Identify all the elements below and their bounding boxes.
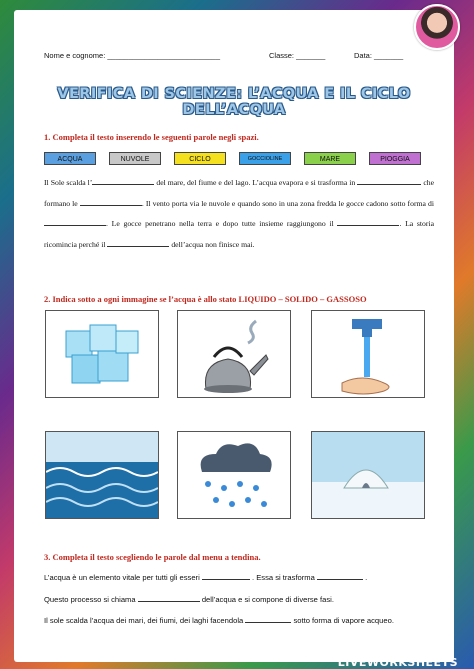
dropdown-1[interactable]	[202, 572, 250, 580]
image-sea	[45, 431, 159, 519]
dropdown-2[interactable]	[317, 572, 363, 580]
question-2: 2. Indica sotto a ogni immagine se l’acqua è allo stato LIQUIDO – SOLIDO – GASSOSO	[44, 294, 367, 304]
question-1: 1. Completa il testo inserendo le seguenti parole negli spazi.	[44, 132, 259, 142]
image-tap	[311, 310, 425, 398]
word-chip-ciclo[interactable]: CICLO	[174, 152, 226, 165]
date-field[interactable]: Data: _______	[354, 51, 404, 60]
image-igloo	[311, 431, 425, 519]
image-kettle	[177, 310, 291, 398]
word-chip-mare[interactable]: MARE	[304, 152, 356, 165]
question-3: 3. Completa il testo scegliendo le parole dal menu a tendina.	[44, 552, 261, 562]
blank-4[interactable]	[44, 218, 106, 226]
running-tap-icon	[312, 311, 424, 397]
blank-5[interactable]	[337, 218, 399, 226]
dropdown-paragraph: L’acqua è un elemento vitale per tutti gli esseri . Essa si trasforma . Questo processo si chiama dell’acqua e si compone di diverse fasi. Il sole scalda l’acqua dei mari, dei fiumi, dei laghi facendola sotto forma di vapore acqueo.	[44, 573, 394, 625]
blank-3[interactable]	[80, 198, 142, 206]
igloo-snow-icon	[312, 432, 424, 518]
dropdown-3[interactable]	[138, 594, 200, 602]
sea-waves-icon	[46, 432, 158, 518]
image-rain-cloud	[177, 431, 291, 519]
worksheet-page	[14, 10, 454, 662]
author-avatar	[414, 4, 460, 50]
word-chip-acqua[interactable]: ACQUA	[44, 152, 96, 165]
word-chip-nuvole[interactable]: NUVOLE	[109, 152, 161, 165]
image-ice-cubes	[45, 310, 159, 398]
blank-2[interactable]	[357, 177, 421, 185]
blank-6[interactable]	[107, 239, 169, 247]
ice-cubes-icon	[46, 311, 158, 397]
blank-1[interactable]	[92, 177, 154, 185]
name-field[interactable]: Nome e cognome: ___________________________	[44, 51, 220, 60]
rain-cloud-icon	[178, 432, 290, 518]
dropdown-4[interactable]	[245, 615, 291, 623]
word-chip-pioggia[interactable]: PIOGGIA	[369, 152, 421, 165]
class-field[interactable]: Classe: _______	[269, 51, 326, 60]
fill-in-paragraph-1: Il Sole scalda l’ del mare, del fiume e del lago. L’acqua evapora e si trasforma in che formano le . Il vento porta via le nuvole e quando sono in una zona fredda le gocce cadono sotto forma di . Le gocce penetrano nella terra e dopo tutte insieme raggiungono il . La storia ricomincia perché il dell’acqua non finisce mai.	[44, 178, 434, 249]
word-bank	[44, 152, 421, 165]
kettle-icon	[178, 311, 290, 397]
brand-logo: LIVEWORKSHEETS	[337, 656, 458, 669]
page-title: VERIFICA DI SCIENZE: L’ACQUA E IL CICLO DELL’ACQUA	[57, 86, 411, 118]
word-chip-goccioline[interactable]: GOCCIOLINE	[239, 152, 291, 165]
student-info-line	[44, 51, 434, 60]
